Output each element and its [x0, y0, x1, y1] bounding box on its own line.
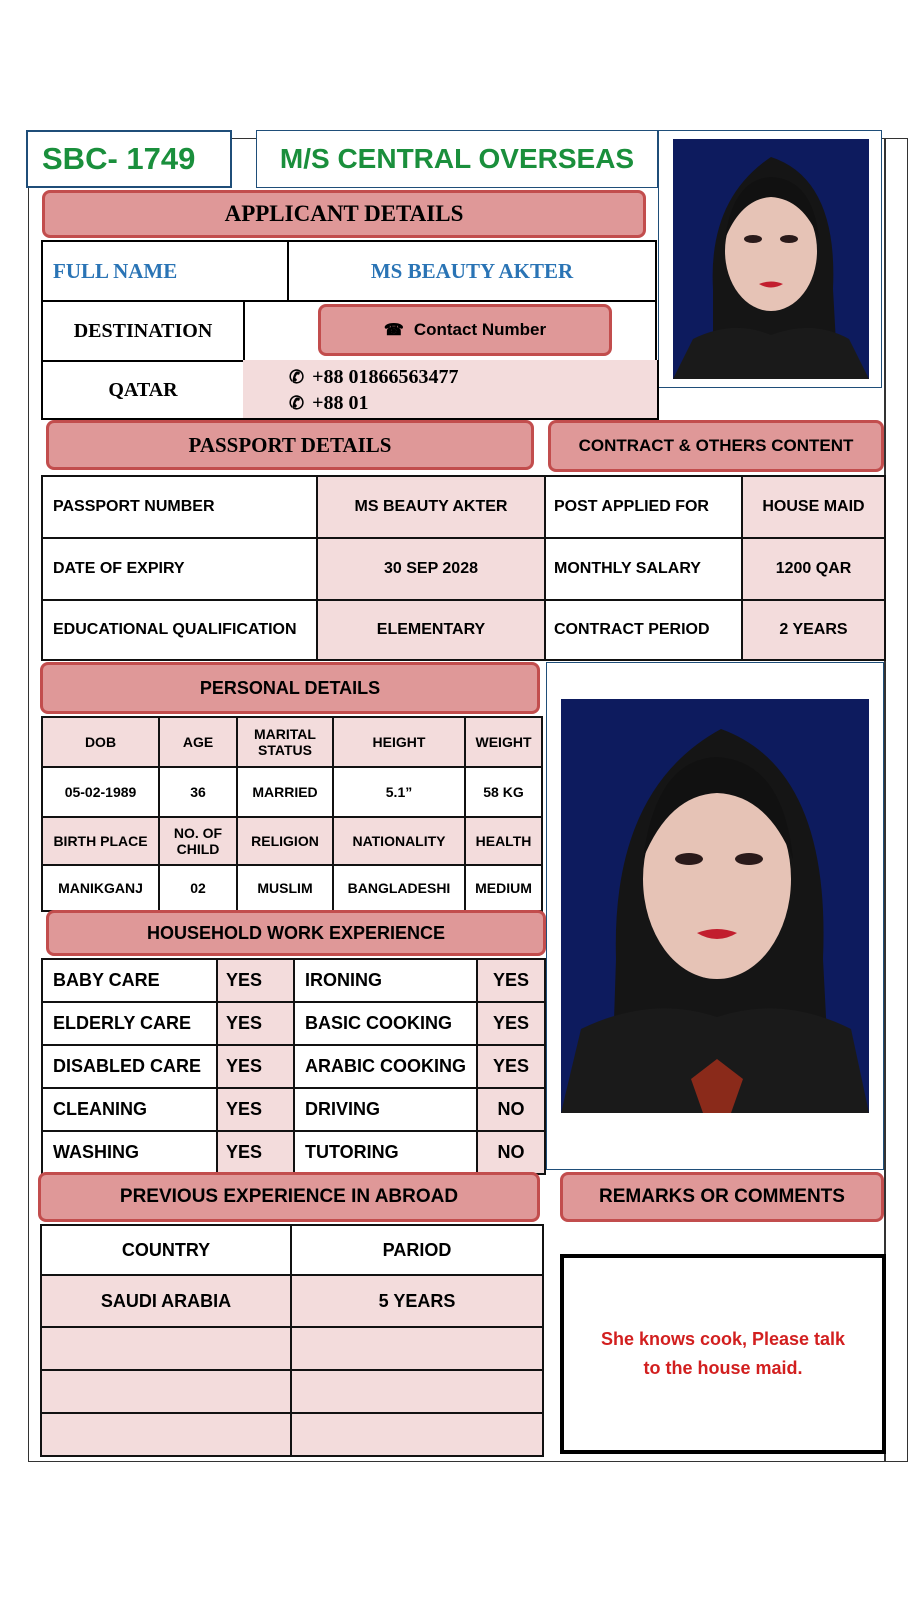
table-row [42, 1002, 545, 1045]
phone-icon: ✆ [289, 393, 305, 413]
skill-label: BASIC COOKING [294, 1002, 477, 1045]
skill-value: YES [477, 1002, 545, 1045]
table-row [41, 1225, 543, 1275]
height-value: 5.1” [333, 767, 465, 817]
passport-number-label: PASSPORT NUMBER [42, 476, 317, 538]
destination-label: DESTINATION [41, 300, 245, 362]
table-row [42, 717, 542, 767]
expiry-label: DATE OF EXPIRY [42, 538, 317, 600]
phone-row [289, 364, 657, 390]
dob-value: 05-02-1989 [42, 767, 159, 817]
skill-value: YES [217, 959, 294, 1002]
personal-table [41, 716, 543, 912]
telephone-icon: ☎ [383, 322, 404, 339]
full-name-value: MS BEAUTY AKTER [287, 240, 657, 302]
skill-label: CLEANING [42, 1088, 217, 1131]
household-table [41, 958, 546, 1175]
applicant-photo-small [673, 139, 869, 379]
nationality-label: NATIONALITY [333, 817, 465, 865]
table-row [42, 1131, 545, 1174]
health-value: MEDIUM [465, 865, 542, 911]
portrait-icon [561, 699, 869, 1113]
children-value: 02 [159, 865, 237, 911]
table-row [42, 767, 542, 817]
skill-label: DISABLED CARE [42, 1045, 217, 1088]
age-label: AGE [159, 717, 237, 767]
table-row [42, 865, 542, 911]
education-label: EDUCATIONAL QUALIFICATION [42, 600, 317, 660]
skill-label: WASHING [42, 1131, 217, 1174]
table-row [42, 959, 545, 1002]
destination-value: QATAR [41, 360, 245, 420]
skill-value: YES [477, 1045, 545, 1088]
skill-label: IRONING [294, 959, 477, 1002]
remarks-text: She knows cook, Please talk to the house maid. [600, 1329, 846, 1378]
period-column-header: PARIOD [291, 1225, 543, 1275]
phone-row [289, 390, 657, 416]
table-row [41, 1327, 543, 1370]
full-name-label: FULL NAME [41, 240, 289, 302]
period-cell [291, 1370, 543, 1413]
table-row [545, 538, 885, 600]
abroad-table [40, 1224, 544, 1457]
table-row [41, 1370, 543, 1413]
expiry-value: 30 SEP 2028 [317, 538, 545, 600]
country-cell: SAUDI ARABIA [41, 1275, 291, 1327]
period-cell [291, 1327, 543, 1370]
phone-number: +88 01866563477 [312, 366, 459, 388]
children-label: NO. OF CHILD [159, 817, 237, 865]
birth-place-label: BIRTH PLACE [42, 817, 159, 865]
contract-period-value: 2 YEARS [742, 600, 885, 660]
household-header: HOUSEHOLD WORK EXPERIENCE [46, 910, 546, 956]
table-row [545, 476, 885, 538]
applicant-photo-large [561, 699, 869, 1113]
skill-value: NO [477, 1088, 545, 1131]
contact-number-header [318, 304, 612, 356]
birth-place-value: MANIKGANJ [42, 865, 159, 911]
table-row [42, 600, 545, 660]
weight-label: WEIGHT [465, 717, 542, 767]
religion-value: MUSLIM [237, 865, 333, 911]
skill-value: YES [217, 1131, 294, 1174]
abroad-header: PREVIOUS EXPERIENCE IN ABROAD [38, 1172, 540, 1222]
health-label: HEALTH [465, 817, 542, 865]
skill-value: YES [477, 959, 545, 1002]
marital-value: MARRIED [237, 767, 333, 817]
table-row [42, 538, 545, 600]
dob-label: DOB [42, 717, 159, 767]
country-column-header: COUNTRY [41, 1225, 291, 1275]
contract-table [544, 475, 886, 661]
table-row [41, 1413, 543, 1456]
remarks-header: REMARKS OR COMMENTS [560, 1172, 884, 1222]
phone-icon: ✆ [289, 367, 305, 387]
table-row [42, 817, 542, 865]
religion-label: RELIGION [237, 817, 333, 865]
period-cell [291, 1413, 543, 1456]
personal-details-header: PERSONAL DETAILS [40, 662, 540, 714]
nationality-value: BANGLADESHI [333, 865, 465, 911]
agency-name: M/S CENTRAL OVERSEAS [256, 130, 658, 188]
age-value: 36 [159, 767, 237, 817]
form-edge [884, 138, 908, 1462]
country-cell [41, 1327, 291, 1370]
photo-frame-large [546, 662, 884, 1170]
weight-value: 58 KG [465, 767, 542, 817]
marital-label: MARITAL STATUS [237, 717, 333, 767]
passport-details-header: PASSPORT DETAILS [46, 420, 534, 470]
contract-period-label: CONTRACT PERIOD [545, 600, 742, 660]
post-value: HOUSE MAID [742, 476, 885, 538]
skill-label: DRIVING [294, 1088, 477, 1131]
education-value: ELEMENTARY [317, 600, 545, 660]
post-label: POST APPLIED FOR [545, 476, 742, 538]
remarks-box [560, 1254, 886, 1454]
photo-frame-small [658, 130, 882, 388]
contact-number-label: Contact Number [413, 320, 547, 339]
country-cell [41, 1413, 291, 1456]
passport-table [41, 475, 546, 661]
salary-value: 1200 QAR [742, 538, 885, 600]
table-row [41, 1275, 543, 1327]
salary-label: MONTHLY SALARY [545, 538, 742, 600]
skill-value: YES [217, 1045, 294, 1088]
phone-list [243, 360, 659, 420]
table-row [545, 600, 885, 660]
skill-label: ELDERLY CARE [42, 1002, 217, 1045]
table-row [42, 476, 545, 538]
period-cell: 5 YEARS [291, 1275, 543, 1327]
height-label: HEIGHT [333, 717, 465, 767]
passport-number-value: MS BEAUTY AKTER [317, 476, 545, 538]
skill-value: YES [217, 1088, 294, 1131]
skill-value: YES [217, 1002, 294, 1045]
skill-label: ARABIC COOKING [294, 1045, 477, 1088]
reference-code: SBC- 1749 [26, 130, 232, 188]
skill-value: NO [477, 1131, 545, 1174]
table-row [42, 1045, 545, 1088]
contract-header: CONTRACT & OTHERS CONTENT [548, 420, 884, 472]
portrait-icon [673, 139, 869, 379]
applicant-details-header: APPLICANT DETAILS [42, 190, 646, 238]
skill-label: TUTORING [294, 1131, 477, 1174]
country-cell [41, 1370, 291, 1413]
table-row [42, 1088, 545, 1131]
skill-label: BABY CARE [42, 959, 217, 1002]
phone-number: +88 01 [312, 392, 369, 414]
